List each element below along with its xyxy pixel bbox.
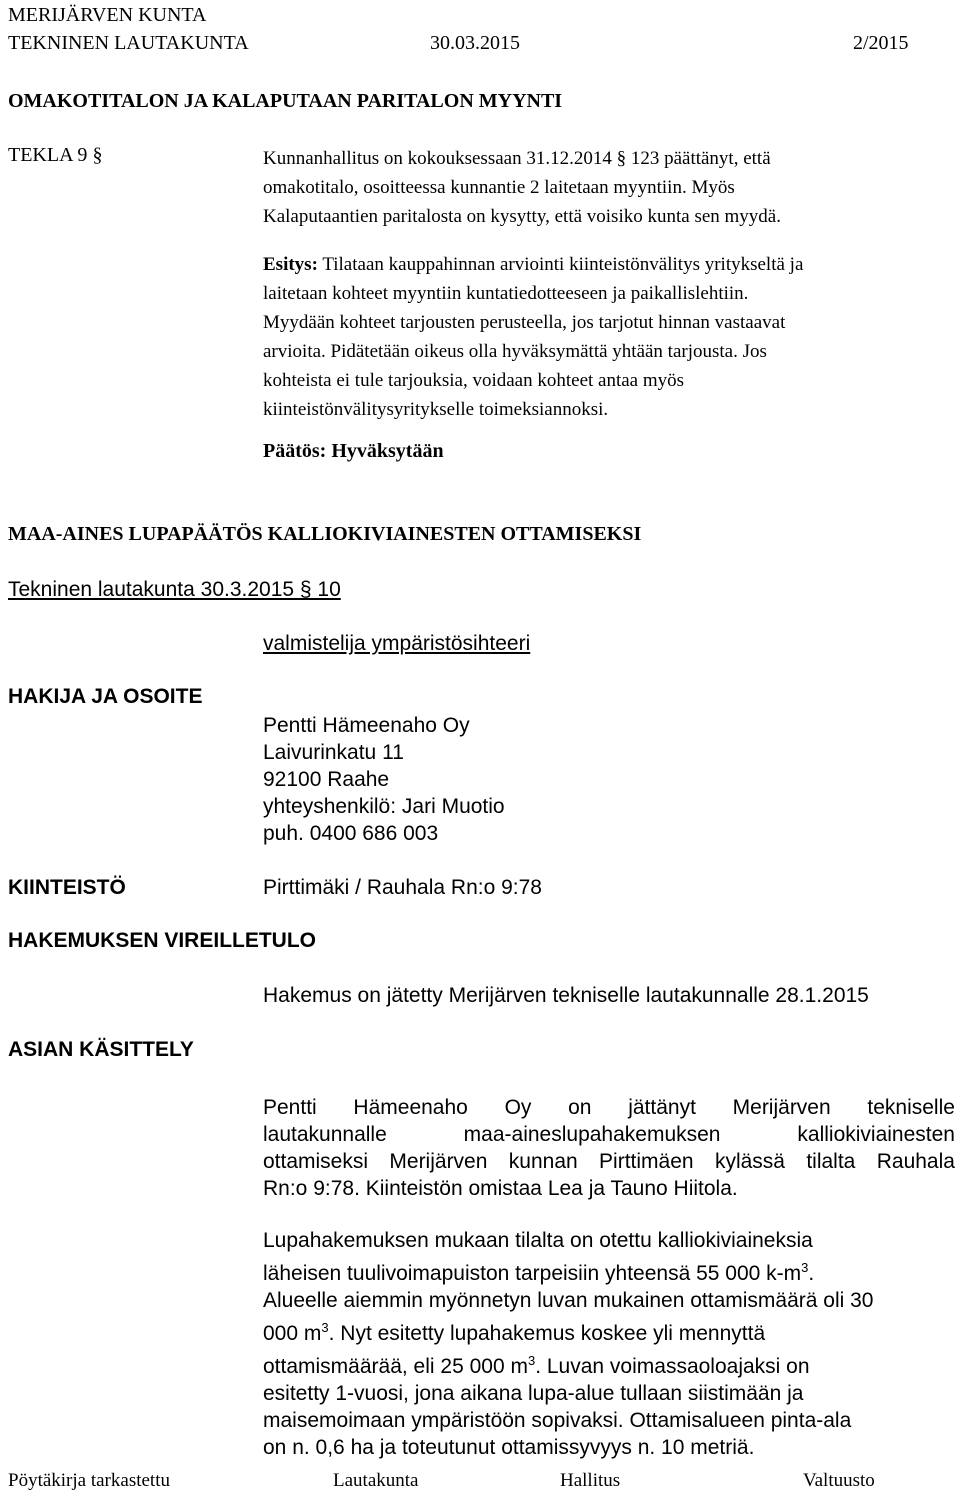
word: Merijärven <box>389 1150 488 1173</box>
word: kylässä <box>714 1150 785 1173</box>
word: on <box>568 1096 592 1119</box>
word: Rauhala <box>876 1150 955 1173</box>
word: jättänyt <box>628 1096 696 1119</box>
word: tekniselle <box>867 1096 955 1119</box>
item2-reference: Tekninen lautakunta 30.3.2015 § 10 <box>8 578 341 601</box>
page-number: 2/2015 <box>853 32 909 54</box>
word: Pentti <box>263 1096 317 1119</box>
applicant-line: Laivurinkatu 11 <box>263 741 404 764</box>
text: . <box>808 1262 815 1285</box>
applicant-line: Pentti Hämeenaho Oy <box>263 714 470 737</box>
item1-intro-line: omakotitalo, osoitteessa kunnantie 2 laitetaan myyntiin. Myös <box>263 177 735 198</box>
justified-line <box>263 1121 955 1148</box>
proposal-line: Myydään kohteet tarjousten perusteella, jos tarjotut hinnan vastaavat <box>263 312 786 333</box>
handling-paragraph-2 <box>263 1227 873 1461</box>
word: lautakunnalle <box>263 1123 387 1146</box>
proposal-line: arvioita. Pidätetään oikeus olla hyväksymättä yhtään tarjousta. Jos <box>263 341 767 362</box>
proposal-label: Esitys: <box>263 254 318 275</box>
applicant-line: 92100 Raahe <box>263 768 390 791</box>
applicant-line: yhteyshenkilö: Jari Muotio <box>263 795 505 818</box>
text: ottamismäärää, eli 25 000 m <box>263 1355 528 1378</box>
applicant-heading: HAKIJA JA OSOITE <box>8 685 203 708</box>
proposal-line: Tilataan kauppahinnan arviointi kiinteistönvälitys yritykseltä ja <box>317 254 804 275</box>
word: ottamiseksi <box>263 1150 369 1173</box>
proposal-line: laitetaan kohteet myyntiin kuntatiedotteeseen ja paikallislehtiin. <box>263 283 749 304</box>
text: . Luvan voimassaoloajaksi on <box>535 1355 810 1378</box>
property-heading: KIINTEISTÖ <box>8 876 126 899</box>
item1-reference <box>8 144 102 167</box>
word: kunnan <box>508 1150 578 1173</box>
justified-line <box>263 1094 955 1121</box>
text: läheisen tuulivoimapuiston tarpeisiin yhteensä 55 000 k-m <box>263 1262 802 1285</box>
word: tilalta <box>806 1150 856 1173</box>
meeting-date: 30.03.2015 <box>430 32 520 54</box>
word: Merijärven <box>732 1096 831 1119</box>
committee-name: TEKNINEN LAUTAKUNTA <box>8 32 249 54</box>
item1-reference-label: TEKLA 9 <box>8 144 88 166</box>
applicant-address <box>263 712 505 847</box>
paragraph-line <box>263 1314 873 1347</box>
property-value: Pirttimäki / Rauhala Rn:o 9:78 <box>263 876 542 899</box>
proposal-line: kiinteistönvälitysyritykselle toimeksiannoksi. <box>263 399 609 420</box>
superscript: 3 <box>801 1260 809 1275</box>
paragraph-last-line: Rn:o 9:78. Kiinteistön omistaa Lea ja Tauno Hiitola. <box>263 1177 738 1200</box>
paragraph-line <box>263 1347 873 1380</box>
proposal-line: kohteista ei tule tarjouksia, voidaan kohteet antaa myös <box>263 370 685 391</box>
superscript: 3 <box>321 1320 329 1335</box>
word: Hämeenaho <box>353 1096 468 1119</box>
footer-label: Pöytäkirja tarkastettu <box>8 1470 170 1491</box>
paragraph-line: Alueelle aiemmin myönnetyn luvan mukainen ottamismäärä oli 30 <box>263 1289 874 1312</box>
application-heading: HAKEMUKSEN VIREILLETULO <box>8 929 317 952</box>
item1-decision: Päätös: Hyväksytään <box>263 440 444 462</box>
applicant-line: puh. 0400 686 003 <box>263 822 439 845</box>
preparer: valmistelija ympäristösihteeri <box>263 632 531 655</box>
superscript: 3 <box>527 1353 536 1368</box>
paragraph-line: on n. 0,6 ha ja toteutunut ottamissyvyys n. 10 metriä. <box>263 1436 755 1459</box>
paragraph-line: Lupahakemuksen mukaan tilalta on otettu kalliokiviaineksia <box>263 1229 813 1252</box>
paragraph-line <box>263 1254 873 1287</box>
item2-title: MAA-AINES LUPAPÄÄTÖS KALLIOKIVIAINESTEN OTTAMISEKSI <box>8 523 642 545</box>
paragraph-line: esitetty 1-vuosi, jona aikana lupa-alue tullaan siistimään ja <box>263 1382 804 1405</box>
footer-label: Lautakunta <box>333 1470 419 1491</box>
word: kalliokiviainesten <box>797 1123 955 1146</box>
municipality-name: MERIJÄRVEN KUNTA <box>8 4 207 26</box>
footer-government <box>560 1470 620 1492</box>
section-mark: § <box>92 144 103 166</box>
item1-intro-line: Kalaputaantien paritalosta on kysytty, että voisiko kunta sen myydä. <box>263 206 781 227</box>
footer-board <box>333 1470 418 1492</box>
justified-line <box>263 1148 955 1175</box>
application-value: Hakemus on jätetty Merijärven tekniselle lautakunnalle 28.1.2015 <box>263 984 869 1007</box>
handling-paragraph-1 <box>263 1094 955 1202</box>
paragraph-line: maisemoimaan ympäristöön sopivaksi. Ottamisalueen pinta-ala <box>263 1409 852 1432</box>
word: Pirttimäen <box>599 1150 694 1173</box>
text: 000 m <box>263 1322 322 1345</box>
footer-checked <box>8 1470 170 1492</box>
text: . Nyt esitetty lupahakemus koskee yli mennyttä <box>328 1322 766 1345</box>
item1-intro-line: Kunnanhallitus on kokouksessaan 31.12.2014 § 123 päättänyt, että <box>263 148 771 169</box>
footer-label: Valtuusto <box>803 1470 875 1491</box>
handling-heading: ASIAN KÄSITTELY <box>8 1038 194 1061</box>
word: maa-aineslupahakemuksen <box>463 1123 721 1146</box>
footer-council <box>803 1470 875 1492</box>
item1-title: OMAKOTITALON JA KALAPUTAAN PARITALON MYYNTI <box>8 90 563 112</box>
item1-proposal <box>263 250 803 424</box>
item1-intro <box>263 144 781 231</box>
footer-label: Hallitus <box>560 1470 621 1491</box>
word: Oy <box>504 1096 532 1119</box>
